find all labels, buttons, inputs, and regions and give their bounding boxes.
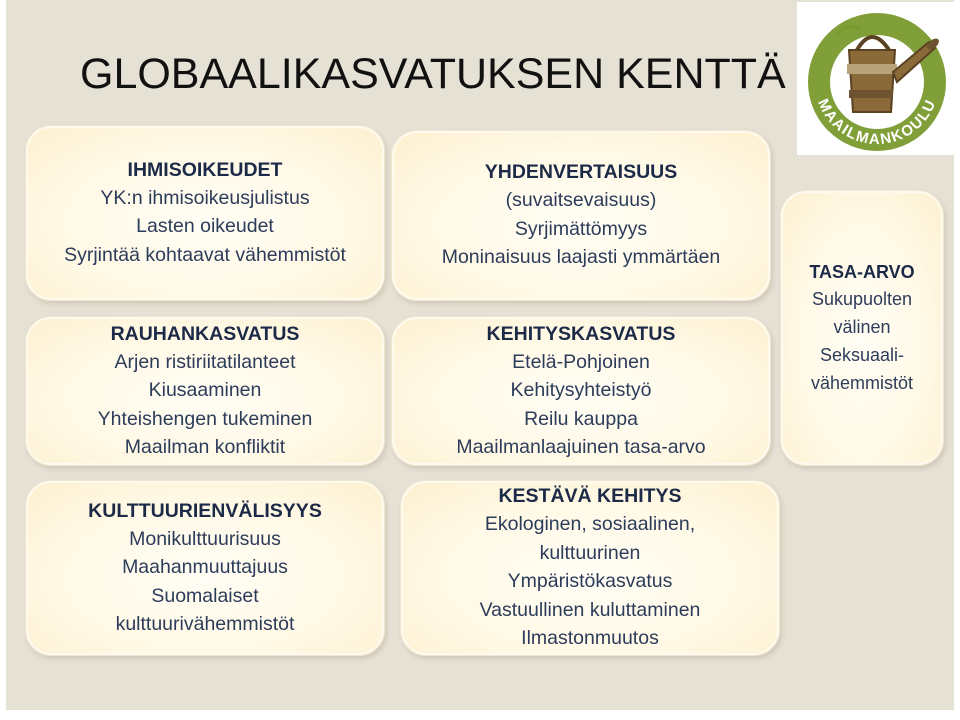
box-line: Maailmanlaajuinen tasa-arvo: [456, 436, 706, 458]
box-kestava-kehitys: [400, 480, 780, 656]
box-line: Maahanmuuttajuus: [122, 556, 288, 578]
box-heading: IHMISOIKEUDET: [127, 158, 283, 181]
bottom-margin-strip: [0, 710, 960, 720]
box-ihmisoikeudet: [25, 125, 385, 301]
page-title: GLOBAALIKASVATUKSEN KENTTÄ: [80, 50, 786, 98]
box-line: Ympäristökasvatus: [507, 570, 673, 593]
box-line: Arjen ristiriitatilanteet: [114, 350, 296, 373]
left-margin-strip: [0, 0, 6, 720]
box-heading: KULTTUURIENVÄLISYYS: [88, 499, 322, 522]
box-heading: RAUHANKASVATUS: [110, 322, 300, 345]
box-line: vähemmistöt: [810, 373, 914, 393]
box-kehityskasvatus: [391, 316, 771, 466]
box-line: Maailman konfliktit: [124, 436, 286, 458]
box-kulttuurienvalisyys: [25, 480, 385, 656]
box-line: välinen: [833, 317, 891, 337]
box-rauhankasvatus: [25, 316, 385, 466]
box-line: Yhteishengen tukeminen: [97, 407, 313, 430]
box-line: Suomalaiset: [151, 584, 259, 607]
box-line: kulttuurinen: [539, 541, 641, 564]
box-line: Sukupuolten: [811, 289, 913, 309]
box-line: Seksuaali-: [819, 345, 905, 365]
box-line: Reilu kauppa: [524, 407, 638, 430]
box-yhdenvertaisuus: [391, 130, 771, 301]
maailmankoulu-logo: [797, 2, 960, 155]
box-line: Syrjimättömyys: [514, 217, 648, 240]
box-line: Syrjintää kohtaavat vähemmistöt: [64, 243, 346, 266]
box-line: Lasten oikeudet: [136, 215, 274, 238]
box-line: YK:n ihmisoikeusjulistus: [100, 186, 310, 209]
box-line: Vastuullinen kuluttaminen: [479, 598, 701, 621]
box-line: Etelä-Pohjoinen: [512, 350, 650, 373]
svg-text:MAAILMANKOULU: MAAILMANKOULU: [814, 96, 940, 149]
box-heading: KEHITYSKASVATUS: [486, 322, 676, 345]
box-line: (suvaitsevaisuus): [505, 189, 657, 212]
box-line: Monikulttuurisuus: [129, 527, 281, 550]
box-heading: KESTÄVÄ KEHITYS: [498, 485, 682, 508]
box-tasa-arvo: [780, 190, 944, 466]
watering-can-icon: [797, 2, 960, 155]
box-line: Kehitysyhteistyö: [510, 379, 652, 401]
box-line: Ilmastonmuutos: [521, 627, 659, 650]
box-heading: TASA-ARVO: [809, 262, 915, 282]
box-line: Moninaisuus laajasti ymmärtäen: [441, 246, 721, 269]
box-line: kulttuurivähemmistöt: [115, 613, 295, 635]
box-heading: YHDENVERTAISUUS: [484, 161, 678, 184]
box-line: Ekologinen, sosiaalinen,: [484, 513, 696, 536]
box-line: Kiusaaminen: [148, 379, 262, 401]
